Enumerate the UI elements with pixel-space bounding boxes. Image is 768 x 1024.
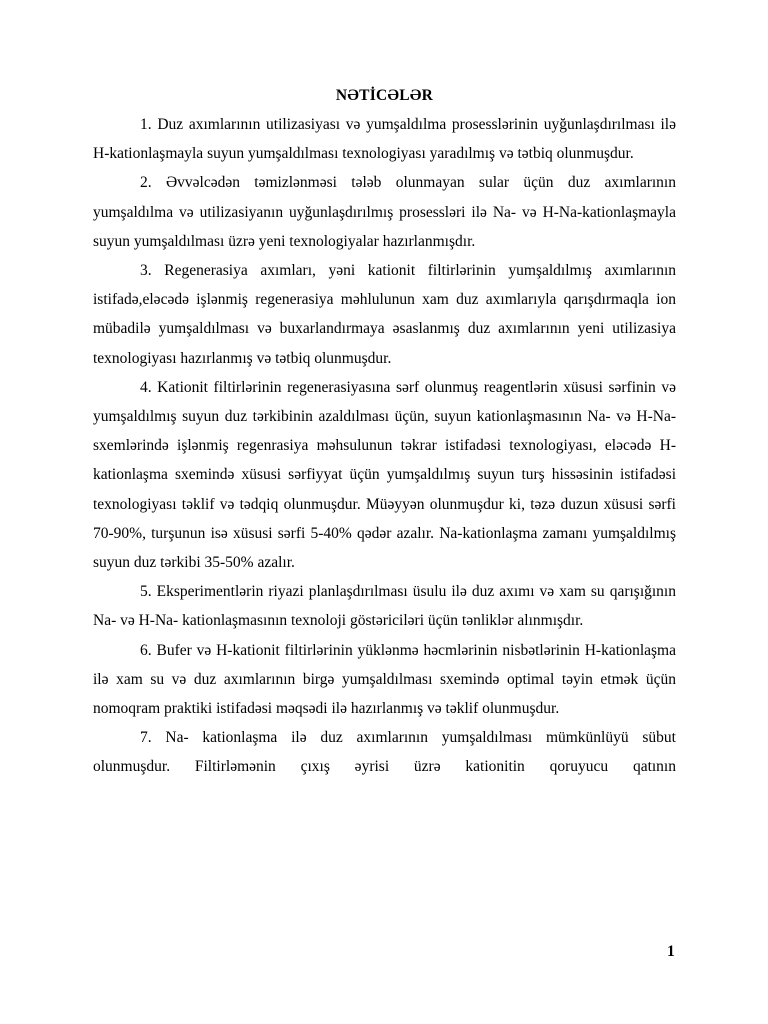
paragraph-5: 5. Eksperimentlərin riyazi planlaşdırılması üsulu ilə duz axımı və xam su qarışığının Na- və H-Na- kationlaşmasının texnoloji göstəriciləri üçün tənliklər alınmışdır. (93, 583, 676, 630)
document-page (93, 81, 676, 782)
paragraph-2: 2. Əvvəlcədən təmizlənməsi tələb olunmayan sular üçün duz axımlarının yumşaldılma və utilizasiyanın uyğunlaşdırılmış prosessləri ilə Na- və H-Na-kationlaşmayla suyun yumşaldılması üzrə yeni texnologiyalar hazırlanmışdır. (93, 174, 676, 250)
paragraph-7: 7. Na- kationlaşma ilə duz axımlarının yumşaldılması mümkünlüyü sübut olunmuşdur. Filtirləmənin çıxış əyrisi üzrə kationitin qoruyucu qatının (93, 729, 676, 776)
paragraph-6: 6. Bufer və H-kationit filtirlərinin yüklənmə həcmlərinin nisbətlərinin H-kationlaşma ilə xam su və duz axımlarının birgə yumşaldılması sxemində optimal təyin etmək üçün nomoqram praktiki istifadəsi məqsədi ilə hazırlanmış və təklif olunmuşdur. (93, 641, 676, 718)
paragraph-1: 1. Duz axımlarının utilizasiyası və yumşaldılma prosesslərinin uyğunlaşdırılması ilə H-kationlaşmayla suyun yumşaldılması texnologiyası yaradılmış və tətbiq olunmuşdur. (93, 116, 676, 163)
document-title: NƏTİCƏLƏR (335, 87, 434, 104)
paragraph-4: 4. Kationit filtirlərinin regenerasiyasına sərf olunmuş reagentlərin xüsusi sərfinin və yumşaldılmış suyun duz tərkibinin azaldılması üçün, suyun kationlaşmasının Na- və H-Na- sxemlərində işlənmiş regenrasiya məhsulunun təkrar istifadəsi texnologiyası, eləcədə H-kationlaşma sxemində xüsusi sərfiyyat üçün yumşaldılmış suyun turş hissəsinin istifadəsi texnologiyası təklif və tədqiq olunmuşdur. Müəyyən olunmuşdur ki, təzə duzun xüsusi sərfi 70-90%, turşunun isə xüsusi sərfi 5-40% qədər azalır. Na-kationlaşma zamanı yumşaldılmış suyun duz tərkibi 35-50% azalır. (93, 378, 676, 572)
paragraph-3: 3. Regenerasiya axımları, yəni kationit filtirlərinin yumşaldılmış axımlarının istifadə,eləcədə işlənmiş regenerasiya məhlulunun xam duz axımlarıyla qarışdırmaqla ion mübadilə yumşaldılması və buxarlandırmaya əsaslanmış duz axımlarının yeni utilizasiya texnologiyası hazırlanmış və tətbiq olunmuşdur. (93, 262, 676, 367)
page-number: 1 (667, 943, 675, 960)
